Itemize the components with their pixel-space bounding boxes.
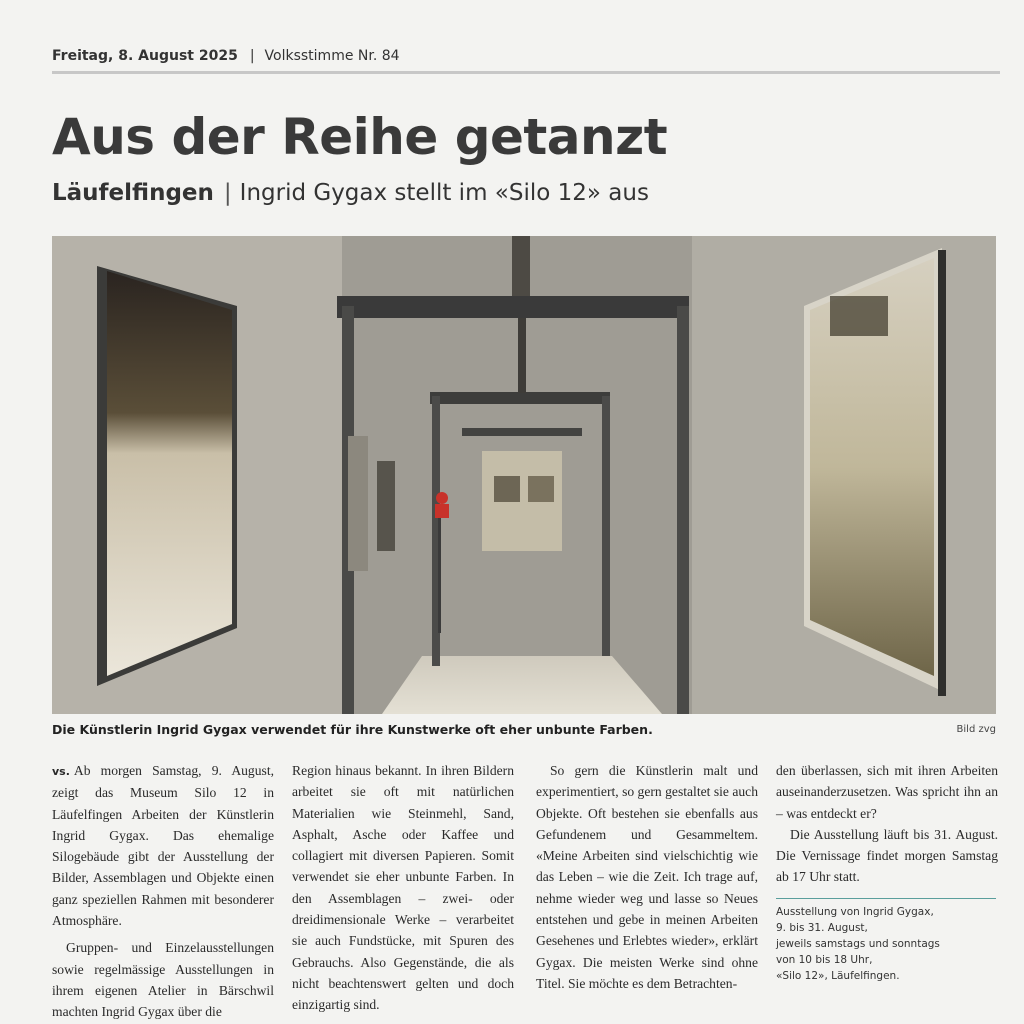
info-line: von 10 bis 18 Uhr, bbox=[776, 954, 873, 966]
article-subhead bbox=[52, 180, 649, 206]
article-column-4 bbox=[776, 760, 998, 888]
header-rule bbox=[52, 71, 1000, 74]
paragraph-2: Gruppen- und Einzelausstellungen sowie regelmässige Ausstellungen in ihrem eigenen Atelier in Bärschwil machten Ingrid Gygax über die bbox=[52, 940, 274, 1020]
paragraph-1: Ab morgen Samstag, 9. August, zeigt das Museum Silo 12 in Läufelfingen Arbeiten der Künstlerin Ingrid Gygax. Das ehemalige Silogebäude gibt der Ausstellung der Bilder, Assemblagen und Objekte einen ganz speziellen Rahmen mit besonderer Atmosphäre. bbox=[52, 763, 274, 929]
author-initials: vs. bbox=[52, 765, 70, 778]
photo-credit: Bild zvg bbox=[956, 724, 996, 735]
exhibition-info-box bbox=[776, 904, 998, 984]
publication-name: Volksstimme Nr. 84 bbox=[264, 48, 400, 64]
paragraph-6: Die Ausstellung läuft bis 31. August. Die Vernissage findet morgen Samstag ab 17 Uhr statt. bbox=[776, 826, 998, 885]
exhibition-photo bbox=[52, 236, 996, 714]
info-line: Ausstellung von Ingrid Gygax, bbox=[776, 906, 934, 918]
paragraph-4: So gern die Künstlerin malt und experimentiert, so gern gestaltet sie auch Objekte. Oft bestehen sie ebenfalls aus Gefundenem und Gesammeltem. «Meine Arbeiten sind vielschichtig wie das Leben – wie die Zeit. Ich trage auf, nehme wieder weg und lasse so Neues entstehen und gebe in meinen Arbeiten Gesehenes und Erlebtes wieder», erklärt Gygax. Die meisten Werke sind ohne Titel. Sie möchte es dem Betrachten- bbox=[536, 763, 758, 991]
article-headline: Aus der Reihe getanzt bbox=[52, 108, 668, 166]
header-separator: | bbox=[249, 48, 255, 64]
info-line: 9. bis 31. August, bbox=[776, 922, 868, 934]
info-line: «Silo 12», Läufelfingen. bbox=[776, 970, 900, 982]
paragraph-3: Region hinaus bekannt. In ihren Bildern arbeitet sie oft mit natürlichen Materialien wie Steinmehl, Sand, Asphalt, Asche oder Kaffee und collagiert mit diversen Papieren. Somit verwendet sie eher unbunte Farben. In den Assemblagen – zwei- oder dreidimensionale Werke – verarbeitet sie auch Fundstücke, mit Spuren des Gebrauchs. Also Gegenstände, die als nicht beachtenswert gelten und doch einzigartig sind. bbox=[292, 763, 514, 1013]
article-column-1 bbox=[52, 760, 274, 1023]
subhead-text: Ingrid Gygax stellt im «Silo 12» aus bbox=[239, 180, 649, 206]
paragraph-5: den überlassen, sich mit ihren Arbeiten auseinanderzusetzen. Was spricht ihn an – was entdeckt er? bbox=[776, 763, 998, 821]
article-column-2 bbox=[292, 760, 514, 1016]
info-box-rule bbox=[776, 898, 996, 899]
subhead-place: Läufelfingen bbox=[52, 180, 214, 206]
subhead-separator: | bbox=[223, 180, 232, 206]
photo-caption: Die Künstlerin Ingrid Gygax verwendet für ihre Kunstwerke oft eher unbunte Farben. bbox=[52, 722, 653, 737]
info-line: jeweils samstags und sonntags bbox=[776, 938, 940, 950]
issue-date: Freitag, 8. August 2025 bbox=[52, 48, 238, 64]
article-column-3 bbox=[536, 760, 758, 994]
issue-header bbox=[52, 48, 400, 64]
